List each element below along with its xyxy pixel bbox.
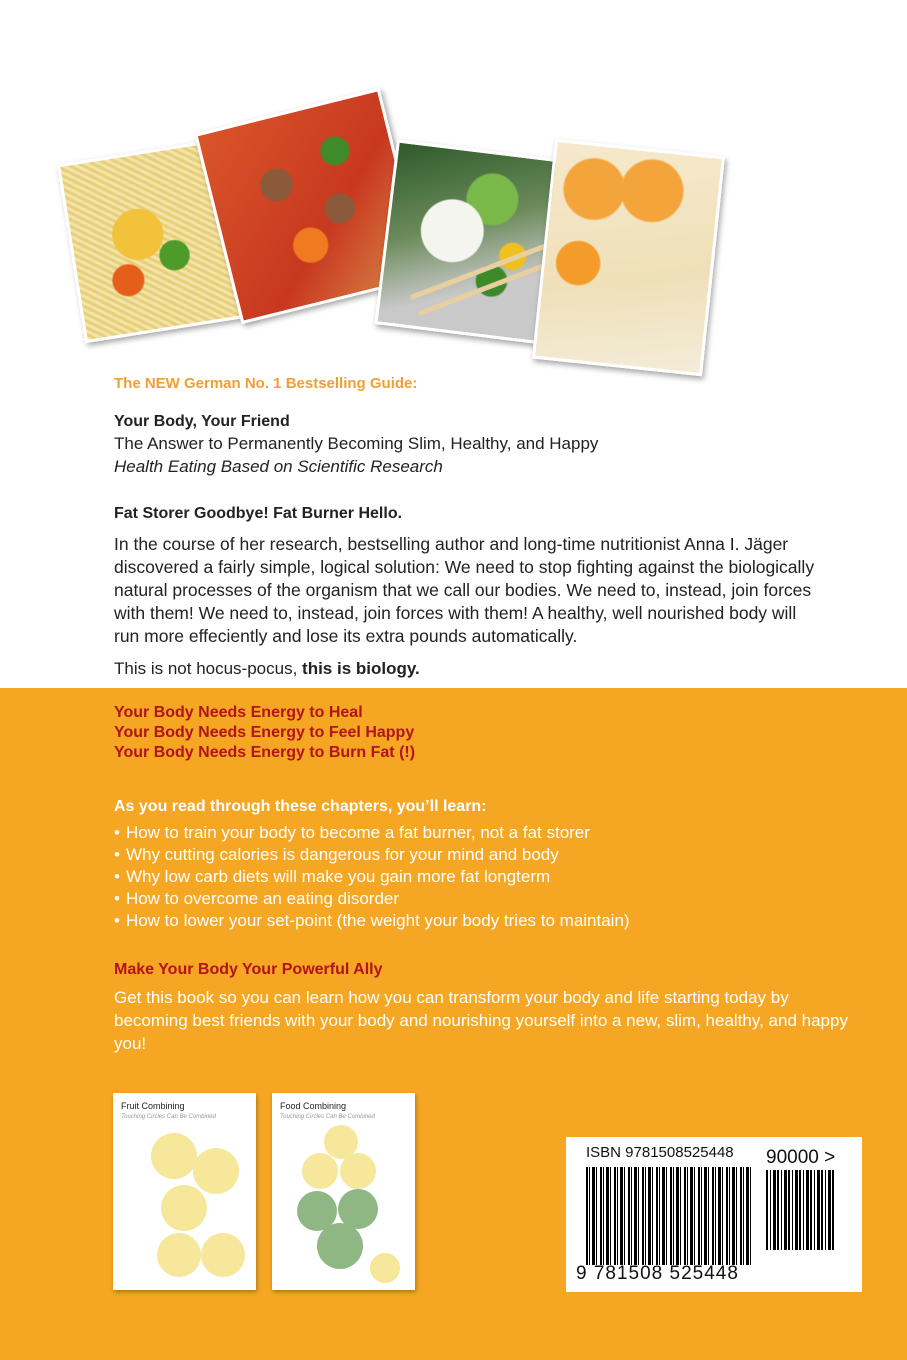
- learn-item-text: How to train your body to become a fat burner, not a fat storer: [125, 823, 590, 842]
- apricot-dessert-photo: [532, 139, 725, 377]
- energy-line: Your Body Needs Energy to Feel Happy: [114, 724, 415, 741]
- thumbnail-title: Food Combining: [280, 1101, 347, 1111]
- ally-body: Get this book so you can learn how you can transform your body and life starting today by becoming best friends with your body and nourishing yourself into a new, slim, healthy, and happy you!: [114, 988, 848, 1053]
- closing-plain: This is not hocus-pocus,: [114, 659, 303, 678]
- learn-item: [114, 888, 630, 910]
- learn-item-text: Why cutting calories is dangerous for your mind and body: [125, 845, 559, 864]
- learn-item-text: How to lower your set-point (the weight your body tries to maintain): [125, 911, 630, 930]
- isbn-barcode: [566, 1137, 862, 1292]
- fruit-combining-thumbnail: [113, 1093, 256, 1290]
- learn-item: [114, 866, 630, 888]
- bestseller-eyebrow: The NEW German No. 1 Bestselling Guide:: [114, 375, 418, 392]
- learn-item: [114, 910, 630, 932]
- bullet: •: [114, 823, 120, 842]
- learn-item: [114, 844, 630, 866]
- food-circle: [317, 1223, 363, 1269]
- energy-line: Your Body Needs Energy to Burn Fat (!): [114, 744, 416, 761]
- isbn-label: ISBN 9781508525448: [586, 1144, 734, 1161]
- energy-line: Your Body Needs Energy to Heal: [114, 704, 363, 721]
- bullet: •: [114, 889, 120, 908]
- thumbnail-subtitle: Touching Circles Can Be Combined: [121, 1114, 216, 1120]
- intro-heading: Fat Storer Goodbye! Fat Burner Hello.: [114, 505, 403, 522]
- food-circle: [340, 1153, 376, 1189]
- bullet: •: [114, 867, 120, 886]
- book-title: Your Body, Your Friend: [114, 413, 290, 430]
- fruit-circle: [193, 1148, 239, 1194]
- bullet: •: [114, 845, 120, 864]
- price-code: 90000 >: [766, 1147, 836, 1168]
- food-circle: [370, 1253, 400, 1283]
- bullet: •: [114, 911, 120, 930]
- learn-item-text: How to overcome an eating disorder: [125, 889, 400, 908]
- ally-heading: Make Your Body Your Powerful Ally: [114, 961, 383, 978]
- fruit-circle: [161, 1185, 207, 1231]
- fruit-circle: [157, 1233, 201, 1277]
- price-code-bars: [766, 1170, 834, 1250]
- intro-body: In the course of her research, bestselling author and long-time nutritionist Anna I. Jäger discovered a fairly simple, logical solution: We need to stop fighting against the biologically natural processes of the organism that we call our bodies. We need to, instead, join forces with them! We need to, instead, join forces with them! A healthy, well nourished body will run more effeciently and lose its extra pounds automatically.: [114, 534, 815, 646]
- book-subtitle-italic: Health Eating Based on Scientific Research: [114, 457, 443, 476]
- barcode-bars: [586, 1167, 754, 1265]
- barcode-digits: 9 781508 525448: [576, 1263, 739, 1284]
- fruit-circle: [201, 1233, 245, 1277]
- learn-item: [114, 822, 630, 844]
- food-combining-thumbnail: [272, 1093, 415, 1290]
- energy-lines: [114, 703, 415, 763]
- learn-heading: As you read through these chapters, you’ll learn:: [114, 798, 487, 815]
- intro-closing: [114, 658, 420, 680]
- thumbnail-subtitle: Touching Circles Can Be Combined: [280, 1114, 375, 1120]
- fruit-circle: [151, 1133, 197, 1179]
- learn-item-text: Why low carb diets will make you gain more fat longterm: [125, 867, 551, 886]
- book-subtitle: The Answer to Permanently Becoming Slim, Healthy, and Happy: [114, 434, 599, 453]
- food-circle: [302, 1153, 338, 1189]
- learn-list: [114, 822, 630, 932]
- thumbnail-title: Fruit Combining: [121, 1101, 185, 1111]
- closing-bold: this is biology.: [302, 659, 420, 678]
